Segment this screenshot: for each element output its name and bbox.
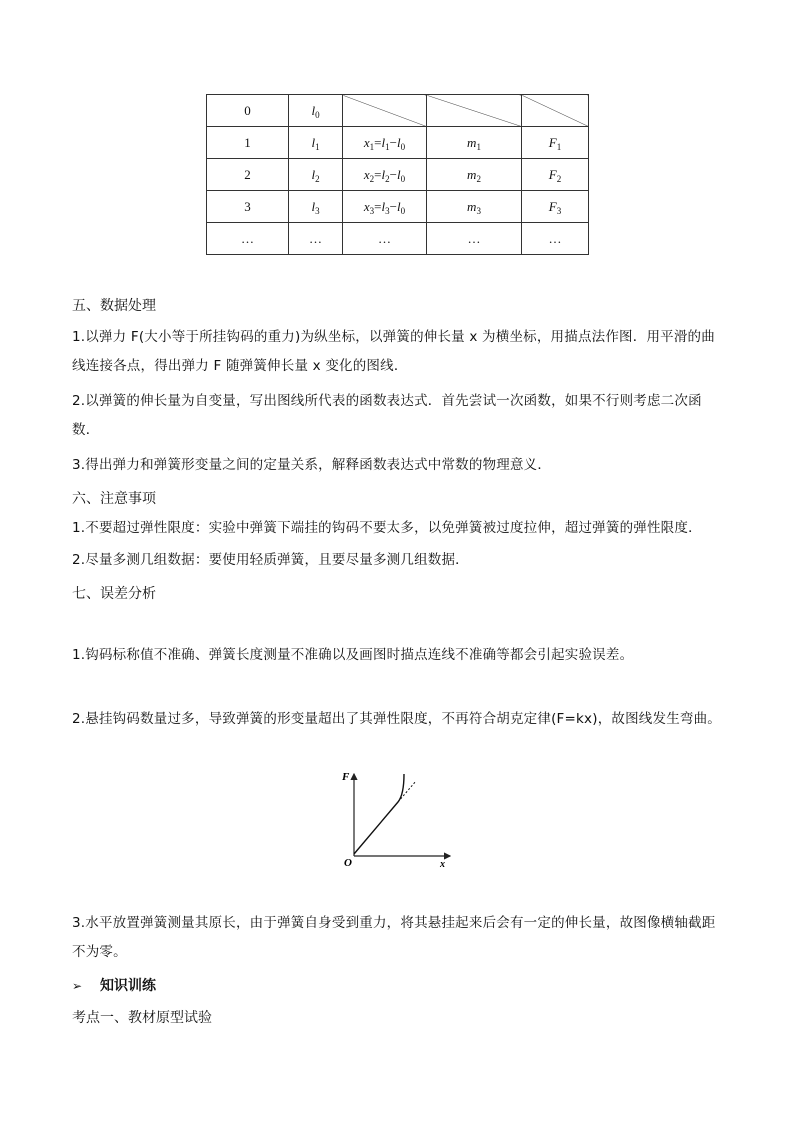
data-table: [206, 94, 589, 255]
table-cell: $F_1$: [522, 127, 589, 159]
extrapolated-line: [398, 781, 416, 802]
force-extension-graph: [338, 768, 458, 868]
x-axis-label: x: [440, 859, 445, 868]
paragraph: 1.以弹力 F(大小等于所挂钩码的重力)为纵坐标，以弹簧的伸长量 x 为横坐标，用描点法作图．用平滑的曲线连接各点，得出弹力 F 随弹簧伸长量 x 变化的图线．: [72, 329, 715, 374]
table-cell: $l_3$: [289, 191, 343, 223]
table-cell: $m_3$: [427, 191, 522, 223]
paragraph: 2.以弹簧的伸长量为自变量，写出图线所代表的函数表达式．首先尝试一次函数，如果不行则考虑二次函数．: [72, 393, 702, 438]
table-cell: …: [343, 223, 427, 255]
table-row: [207, 159, 589, 191]
table-cell: $m_1$: [427, 127, 522, 159]
table-cell: 0: [207, 95, 289, 127]
table-row: [207, 127, 589, 159]
paragraph: 3.得出弹力和弹簧形变量之间的定量关系，解释函数表达式中常数的物理意义．: [72, 457, 552, 473]
table-cell: …: [427, 223, 522, 255]
section-heading: 六、注意事项: [72, 491, 156, 507]
table-cell: …: [289, 223, 343, 255]
y-axis-label: F: [342, 771, 350, 783]
paragraph: 3.水平放置弹簧测量其原长，由于弹簧自身受到重力，将其悬挂起来后会有一定的伸长量，故图像横轴截距不为零。: [72, 915, 716, 960]
subsection-heading: 考点一、教材原型试验: [72, 1010, 212, 1026]
table-cell: 3: [207, 191, 289, 223]
table-cell: $F_2$: [522, 159, 589, 191]
table-cell: $F_3$: [522, 191, 589, 223]
curve-line: [354, 774, 404, 854]
table-cell: $x_1=l_1-l_0$: [343, 127, 427, 159]
training-heading: [72, 975, 156, 995]
training-title: 知识训练: [100, 978, 156, 994]
arrow-bullet-icon: ➢: [72, 979, 83, 993]
origin-label: O: [344, 857, 352, 868]
table-cell: 1: [207, 127, 289, 159]
paragraph: 2.尽量多测几组数据：要使用轻质弹簧，且要尽量多测几组数据．: [72, 552, 469, 568]
paragraph: 1.不要超过弹性限度：实验中弹簧下端挂的钩码不要太多，以免弹簧被过度拉伸，超过弹簧的弹性限度．: [72, 520, 702, 536]
section-heading: 七、误差分析: [72, 586, 156, 602]
table-cell: 2: [207, 159, 289, 191]
section-heading: 五、数据处理: [72, 298, 156, 314]
table-cell: $l_2$: [289, 159, 343, 191]
table-row: [207, 95, 589, 127]
table-cell: $l_0$: [289, 95, 343, 127]
table-cell: $l_1$: [289, 127, 343, 159]
table-cell: $m_2$: [427, 159, 522, 191]
diagonal-cell: [343, 95, 427, 127]
paragraph: 1.钩码标称值不准确、弹簧长度测量不准确以及画图时描点连线不准确等都会引起实验误差。: [72, 647, 634, 663]
diagonal-cell: [427, 95, 522, 127]
diagonal-cell: [522, 95, 589, 127]
table-row: [207, 191, 589, 223]
table-cell: $x_2=l_2-l_0$: [343, 159, 427, 191]
table-cell: $x_3=l_3-l_0$: [343, 191, 427, 223]
paragraph: 2.悬挂钩码数量过多，导致弹簧的形变量超出了其弹性限度，不再符合胡克定律(F=kx)，故图线发生弯曲。: [72, 711, 721, 727]
table-cell: …: [207, 223, 289, 255]
table-row: [207, 223, 589, 255]
table-cell: …: [522, 223, 589, 255]
